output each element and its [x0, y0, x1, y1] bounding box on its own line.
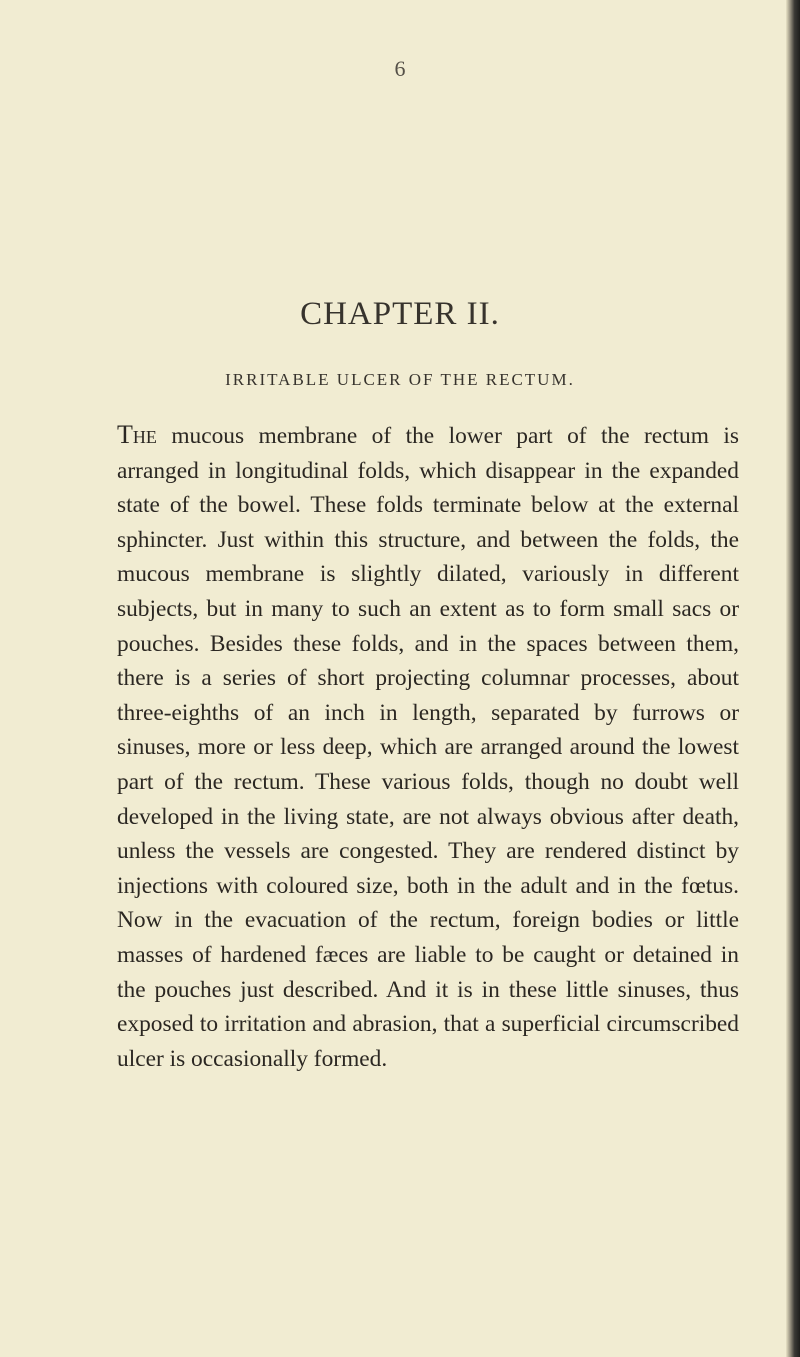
chapter-title: CHAPTER II. [300, 296, 500, 332]
page-number: 6 [394, 56, 406, 81]
paragraph-text: mucous membrane of the lower part of the rectum is arranged in longitudinal folds, which disappear in the expanded state of the bowel. These folds terminate below at the external sphincter. Just within this structure, and between the folds, the mucous membrane is slightly dilated, variously in different subjects, but in many to such an extent as to form small sacs or pouches. Besides these folds, and in the spaces between them, there is a series of short projecting columnar processes, about three-eighths of an inch in length, separated by furrows or sinuses, more or less deep, which are arranged around the lowest part of the rectum. These various folds, though no doubt well developed in the living state, are not always obvious after death, unless the vessels are congested. They are rendered distinct by injections with coloured size, both in the adult and in the fœtus. Now in the evacuation of the rectum, foreign bodies or little masses of hardened fæces are liable to be caught or detained in the pouches just described. And it is in these little sinuses, thus exposed to irritation and abrasion, that a superficial circumscribed ulcer is occasionally formed. [117, 423, 739, 1072]
chapter-subtitle: IRRITABLE ULCER OF THE RECTUM. [225, 370, 575, 389]
page-edge [786, 0, 800, 1357]
lead-word: The [117, 420, 157, 449]
body-paragraph [117, 418, 739, 1076]
